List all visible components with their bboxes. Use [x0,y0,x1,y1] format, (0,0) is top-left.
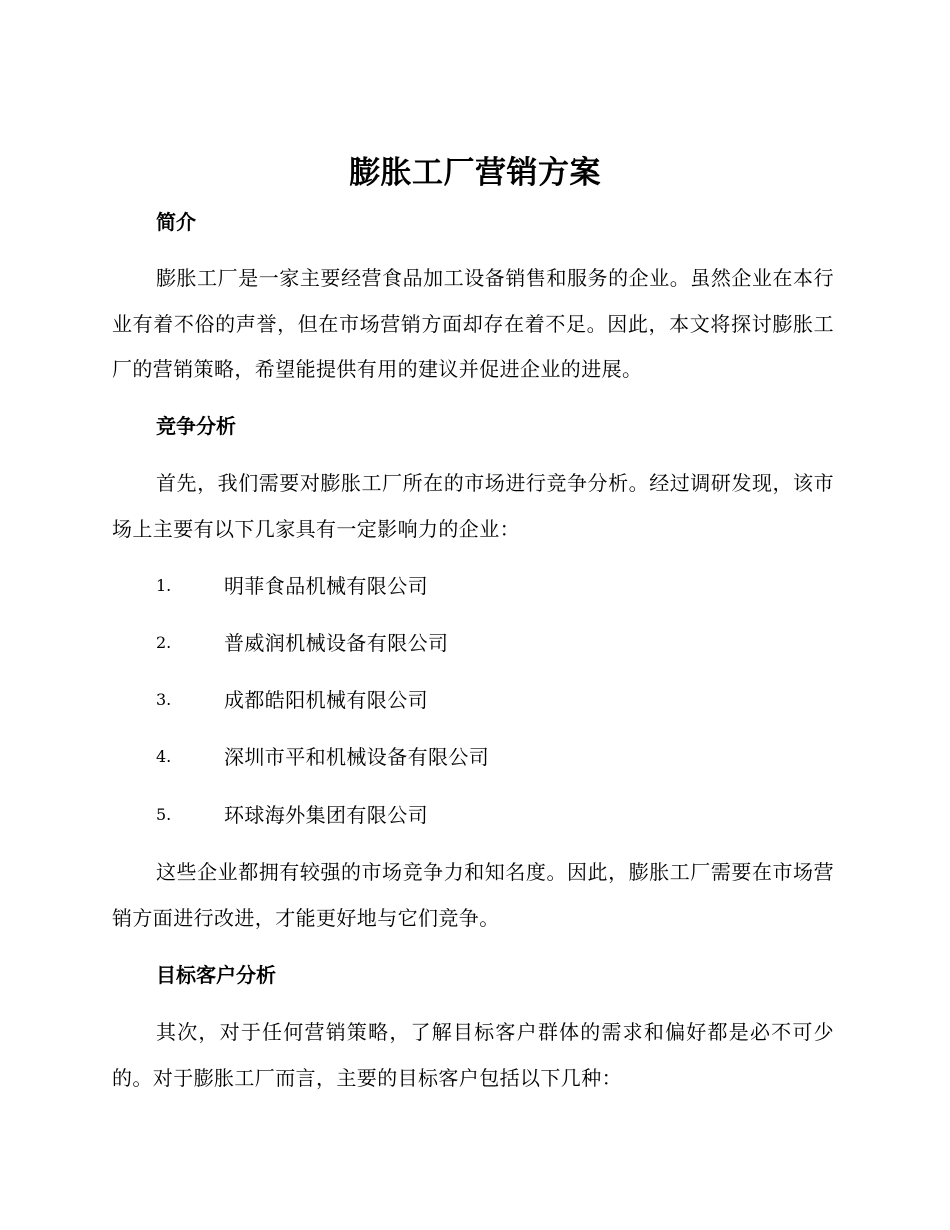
list-item-number: 2. [156,633,172,652]
list-item-text: 环球海外集团有限公司 [224,803,428,827]
list-item [156,628,448,658]
list-item-number: 5. [156,805,172,824]
document-title: 膨胀工厂营销方案 [349,155,601,191]
section-heading-competition: 竞争分析 [156,414,236,438]
list-item [156,800,428,830]
list-item-number: 4. [156,747,172,766]
list-item-text: 普威润机械设备有限公司 [224,631,449,655]
competition-intro-paragraph: 首先，我们需要对膨胀工厂所在的市场进行竞争分析。经过调研发现，该市场上主要有以下几家具有一定影响力的企业： [112,471,834,541]
list-item [156,742,489,772]
section-heading-target-customers: 目标客户分析 [156,963,276,987]
target-customers-paragraph: 其次，对于任何营销策略，了解目标客户群体的需求和偏好都是必不可少的。对于膨胀工厂而言，主要的目标客户包括以下几种： [112,1020,834,1090]
list-item-number: 3. [156,690,172,709]
list-item-text: 成都皓阳机械有限公司 [224,688,428,712]
section-heading-intro: 简介 [156,210,196,234]
competition-outro-paragraph: 这些企业都拥有较强的市场竞争力和知名度。因此，膨胀工厂需要在市场营销方面进行改进，才能更好地与它们竞争。 [112,860,834,930]
list-item-text: 明菲食品机械有限公司 [224,574,428,598]
list-item-number: 1. [156,576,172,595]
list-item [156,571,428,601]
list-item-text: 深圳市平和机械设备有限公司 [224,745,490,769]
list-item [156,685,428,715]
intro-paragraph: 膨胀工厂是一家主要经营食品加工设备销售和服务的企业。虽然企业在本行业有着不俗的声誉，但在市场营销方面却存在着不足。因此，本文将探讨膨胀工厂的营销策略，希望能提供有用的建议并促进企业的进展。 [112,266,834,381]
